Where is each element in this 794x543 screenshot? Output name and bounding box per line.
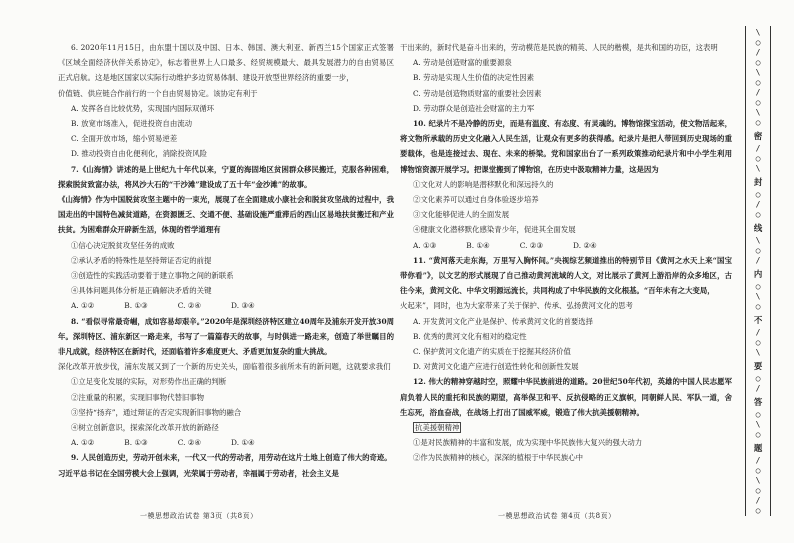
seal-glyph: / (755, 328, 761, 337)
q10-choices (400, 238, 732, 253)
seal-glyph: / (755, 456, 761, 465)
q11-stem-cont: 火起来”，同时，也为大家带来了关于保护、传承、弘扬黄河文化的思考 (400, 301, 633, 311)
q11-option-c: C. 保护黄河文化遗产的实质在于挖掘其经济价值 (413, 347, 571, 357)
seal-circle-icon: ○ (755, 410, 761, 419)
seal-circle-icon: ○ (755, 154, 761, 163)
seal-glyph: \ (755, 420, 761, 429)
q10-choice-b: B. ①④ (466, 240, 490, 250)
q10-statement-3: ③文化能够促进人的全面发展 (413, 210, 510, 220)
binding-word-4: 内 (753, 269, 763, 279)
page-footer-right: 一模思想政治试卷 第4页（共8页） (498, 512, 616, 520)
q7-statement-3: ③创造性的实践活动要着于建立事物之间的新联系 (71, 271, 234, 281)
q8-choice-d: D. ①④ (231, 438, 255, 448)
binding-word-7: 答 (753, 397, 763, 407)
seal-glyph: \ (755, 68, 761, 77)
left-column (58, 40, 394, 481)
seal-circle-icon: ○ (755, 58, 761, 67)
seal-circle-icon: ○ (755, 466, 761, 475)
seal-circle-icon: ○ (755, 506, 761, 515)
q10-stem: 10. 纪录片不是冷静的历史，而是有温度、有态度、有灵魂的。博物馆探宝活动，使文物活起来，将文物所承载的历史文化融入人民生活，让观众有更多的获得感。纪录片是把人带回到历史现场的重要载体，也是连接过去、现在、未来的桥梁。党和国家出台了一系列政策推动纪录片和中小学生利用博物馆资源开展学习。把课堂搬到了博物馆，在历史中汲取精神力量，这是因为 (400, 119, 732, 174)
q11-option-a: A. 开发黄河文化产业是保护、传承黄河文化的首要选择 (413, 316, 594, 326)
q12-statement-2: ②作为民族精神的核心，深深的植根于中华民族心中 (413, 453, 583, 463)
right-column (400, 40, 732, 466)
q9-option-c: C. 劳动是创造物质财富的重要社会因素 (413, 88, 542, 98)
binding-line-left (745, 26, 746, 516)
binding-line-right (770, 26, 771, 516)
q11-stem: 11. “黄河落天走东海，万里写入胸怀间。”央视综艺频道推出的特别节目《黄河之水天上来“国宝带你看”》，以文艺的形式展现了自己推动黄河流域的人文，对比展示了黄河上游沿岸的众多地区，古往今来，黄河文化、中华文明源远流长，共同构成了中华民族的文化根基。“百年未有之大变局， (400, 255, 732, 296)
q7-choice-a: A. ①② (71, 301, 95, 311)
seal-glyph: / (755, 256, 761, 265)
q9-stem-cont: 习近平总书记在全国劳模大会上强调，光荣属于劳动者，幸福属于劳动者，社会主义是 (58, 468, 339, 478)
seal-glyph: \ (755, 476, 761, 485)
q8-stem: 8. “看似寻常最奇崛，成如容易却艰辛。”2020年是深圳经济特区建立40周年及浦东开发开放30周年。深圳特区、浦东新区一路走来，书写了一篇篇春天的故事，与时俱进一路走来，创造了举世瞩目的非凡成就，经济特区在新时代，还面临着许多难度更大、矛盾更加复杂的重大挑战。 (58, 316, 394, 357)
seal-glyph: \ (755, 164, 761, 173)
q8-stem-cont: 深化改革开放步伐，浦东发展又到了一个新的历史关头，面临着很多前所未有的新问题，这就要求我们 (58, 362, 391, 372)
q9-option-a: A. 劳动是创造财富的重要源泉 (413, 58, 512, 68)
q12-statement-1: ①是对民族精神的丰富和发展，成为实现中华民族伟大复兴的强大动力 (413, 438, 643, 448)
seal-glyph: \ (755, 236, 761, 245)
q6-option-b: B. 放宽市场准入，促进投资自由流动 (71, 119, 192, 129)
q9-option-d: D. 劳动群众是创造社会财富的主力军 (413, 103, 535, 113)
q7-choice-b: B. ①③ (124, 301, 148, 311)
q11-option-d: D. 对黄河文化遗产应进行创造性转化和创新性发展 (413, 362, 579, 372)
q7-statement-4: ④具体问题具体分析是正确解决矛盾的关键 (71, 286, 212, 296)
page-footer-left: 一模思想政治试卷 第3页（共8页） (140, 512, 258, 520)
binding-strip (748, 28, 768, 514)
q8-statement-2: ②注重量的积累，实现旧事物代替旧事物 (71, 392, 205, 402)
q7-stem: 7.《山海情》讲述的是上世纪九十年代以来，宁夏的海固地区贫困群众移民搬迁，克服各种困难，探索脱贫致富办法，将风沙大石的“干沙滩”建设成了五十年“金沙滩”的故事。 (58, 164, 394, 189)
seal-glyph: / (755, 496, 761, 505)
q10-statement-1: ①文化对人的影响是潜移默化和深远持久的 (413, 179, 554, 189)
seal-glyph: / (755, 200, 761, 209)
seal-glyph: \ (755, 108, 761, 117)
q7-choice-c: C. ②④ (177, 301, 202, 311)
seal-circle-icon: ○ (755, 78, 761, 87)
q6-option-a: A. 发挥各自比较优势，实现国内国际双循环 (71, 103, 215, 113)
seal-glyph: \ (755, 292, 761, 301)
q7-choice-d: D. ③④ (231, 301, 255, 311)
seal-glyph: \ (755, 348, 761, 357)
q10-choice-d: D. ②④ (573, 240, 597, 250)
seal-circle-icon: ○ (755, 38, 761, 47)
q7-choices (58, 298, 394, 313)
q10-choice-c: C. ②③ (519, 240, 544, 250)
binding-word-3: 线 (753, 223, 763, 233)
q11-option-b: B. 优秀的黄河文化有相对的稳定性 (413, 331, 527, 341)
q10-statement-2: ②文化素养可以通过自身体验逐步培养 (413, 195, 539, 205)
q9-stem: 9. 人民创造历史，劳动开创未来，一代又一代的劳动者，用劳动在这片土地上创造了伟大的奇迹。 (71, 453, 392, 463)
q6-option-c: C. 全面开放市场，缩小贸易逆差 (71, 134, 178, 144)
seal-glyph: / (755, 144, 761, 153)
seal-glyph: \ (755, 28, 761, 37)
q8-choices (58, 435, 394, 450)
seal-circle-icon: ○ (755, 282, 761, 291)
q8-statement-1: ①立足变化发展的实际，对形势作出正确的判断 (71, 377, 227, 387)
seal-circle-icon: ○ (755, 338, 761, 347)
q8-statement-3: ③坚持“扬弃”，通过辩证的否定实现新旧事物的融合 (71, 407, 242, 417)
q6-stem: 6. 2020年11月15日，由东盟十国以及中国、日本、韩国、澳大利亚、新西兰15个国家正式签署《区域全面经济伙伴关系协定》，标志着世界上人口最多、经贸规模最大、最具发展潜力的自由贸易区正式启航。这是地区国家以实际行动维护多边贸易体制、建设开放型世界经济的重要一步， (58, 43, 394, 83)
seal-glyph: / (755, 48, 761, 57)
seal-glyph: / (755, 88, 761, 97)
seal-circle-icon: ○ (755, 430, 761, 439)
q9-stem-end: 干出来的，新时代是奋斗出来的，劳动模范是民族的精英、人民的楷模，是共和国的功臣，这表明 (400, 43, 718, 52)
seal-circle-icon: ○ (755, 98, 761, 107)
binding-word-2: 封 (753, 177, 763, 187)
q7-statement-2: ②承认矛盾的特殊性是坚持辩证否定的前提 (71, 255, 212, 265)
q7-stem-cont: 《山海情》作为中国脱贫攻坚主题中的一束光，展现了在全面建成小康社会和脱贫攻坚战的过程中，我国走出的中国特色减贫道路，在资源匮乏、交通不便、基础设施严重滞后的西山区易地扶贫搬迁和产业扶贫。为困难群众开辟新生活，体现的哲学道理有 (58, 195, 394, 235)
binding-word-5: 不 (753, 315, 763, 325)
binding-word-1: 密 (753, 131, 763, 141)
q10-statement-4: ④健康文化潜移默化感染青少年，促进其全面发展 (413, 225, 576, 235)
q6-stem-cont: 价值链、供应链合作前行的一个自由贸易协定。该协定有利于 (58, 88, 258, 98)
seal-circle-icon: ○ (755, 190, 761, 199)
seal-circle-icon: ○ (755, 210, 761, 219)
q7-statement-1: ①信心决定脱贫攻坚任务的成败 (71, 240, 175, 250)
seal-glyph: / (755, 384, 761, 393)
q9-option-b: B. 劳动是实现人生价值的决定性因素 (413, 73, 534, 83)
seal-circle-icon: ○ (755, 118, 761, 127)
q8-choice-a: A. ①② (71, 438, 95, 448)
binding-word-8: 题 (753, 443, 763, 453)
q8-statement-4: ④树立创新意识，探索深化改革开放的新路径 (71, 423, 219, 433)
q10-choice-a: A. ①③ (413, 240, 437, 250)
seal-circle-icon: ○ (755, 302, 761, 311)
q12-keyword-box: 抗美援朝精神 (415, 423, 460, 433)
seal-circle-icon: ○ (755, 374, 761, 383)
q12-keyword (400, 420, 732, 435)
q8-choice-b: B. ①③ (124, 438, 148, 448)
seal-circle-icon: ○ (755, 486, 761, 495)
binding-word-6: 要 (753, 361, 763, 371)
q6-option-d: D. 推动投资自由化便利化，消除投资风险 (71, 149, 208, 159)
q8-choice-c: C. ②④ (177, 438, 202, 448)
seal-circle-icon: ○ (755, 246, 761, 255)
q12-stem: 12. 伟大的精神穿越时空，照耀中华民族前进的道路。20世纪50年代初，英雄的中国人民志愿军肩负着人民的重托和民族的期望，高举保卫和平、反抗侵略的正义旗帜，同朝鲜人民、军队一道，舍生忘死，浴血奋战，在战场上打出了国威军威，锻造了伟大抗美援朝精神。 (400, 377, 732, 417)
